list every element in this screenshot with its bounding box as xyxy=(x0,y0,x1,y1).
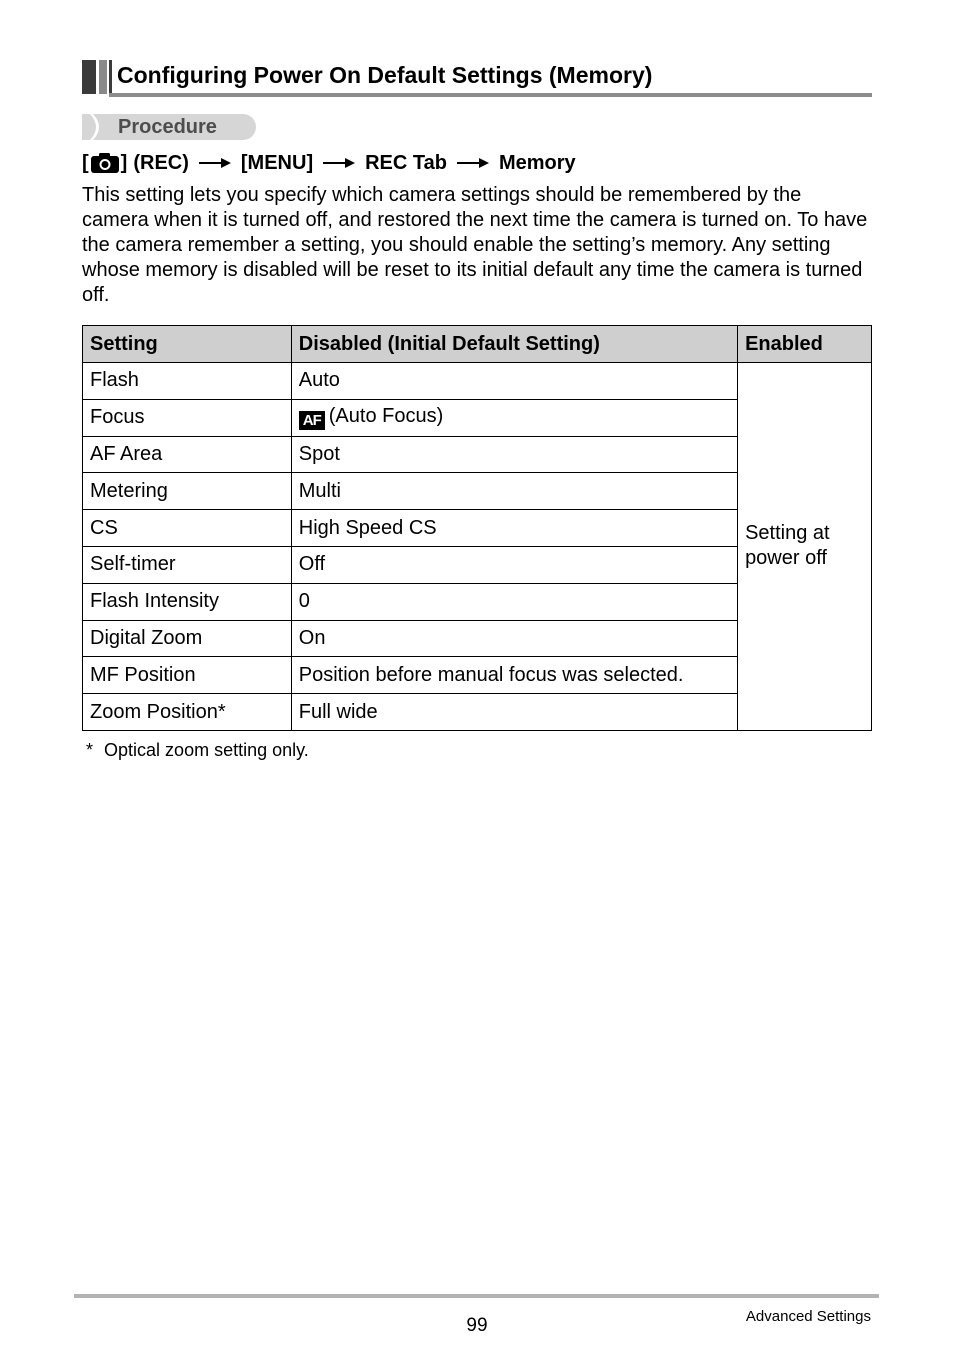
setting-name: MF Position xyxy=(83,657,292,694)
camera-icon xyxy=(90,152,120,174)
setting-name: CS xyxy=(83,510,292,547)
settings-table xyxy=(82,325,872,731)
setting-name: Metering xyxy=(83,473,292,510)
procedure-tag xyxy=(82,114,256,140)
page-number: 99 xyxy=(466,1315,488,1336)
heading-underline xyxy=(109,93,872,97)
setting-name: Flash Intensity xyxy=(83,583,292,620)
default-value: On xyxy=(291,620,737,657)
chevron-icon xyxy=(82,114,108,140)
intro-paragraph: This setting lets you specify which camera settings should be remembered by the camera when it is turned off, and restored the next time the camera is turned on. To have the camera remember a setting, you should enable the setting’s memory. Any setting whose memory is disabled will be reset to its initial default any time the camera is turned off. xyxy=(82,184,868,306)
setting-name: AF Area xyxy=(83,436,292,473)
arrow-right-icon xyxy=(323,157,355,169)
footnote-mark: * xyxy=(86,740,94,760)
default-value: Off xyxy=(291,546,737,583)
heading-bar-dark xyxy=(82,60,96,94)
footnote xyxy=(86,740,309,761)
page-title: Configuring Power On Default Settings (Memory) xyxy=(117,62,653,88)
setting-name: Focus xyxy=(83,399,292,436)
setting-name: Flash xyxy=(83,363,292,400)
setting-name: Digital Zoom xyxy=(83,620,292,657)
path-step-rec: (REC) xyxy=(133,151,189,174)
section-heading xyxy=(82,60,872,98)
menu-path xyxy=(82,150,576,176)
footnote-text: Optical zoom setting only. xyxy=(104,740,309,760)
arrow-right-icon xyxy=(199,157,231,169)
footer-section-name: Advanced Settings xyxy=(745,1308,871,1325)
header-setting: Setting xyxy=(83,326,292,363)
path-step-memory: Memory xyxy=(498,151,576,174)
default-value: Position before manual focus was selected. xyxy=(291,657,737,694)
default-value-text: (Auto Focus) xyxy=(328,405,444,428)
default-value: Spot xyxy=(291,436,737,473)
default-value: Full wide xyxy=(291,694,737,731)
header-disabled: Disabled (Initial Default Setting) xyxy=(291,326,737,363)
footer-divider xyxy=(74,1294,879,1298)
enabled-value: Setting at power off xyxy=(738,363,872,731)
bracket-close: ] xyxy=(120,151,128,174)
default-value xyxy=(291,399,737,436)
arrow-right-icon xyxy=(457,157,489,169)
table-header-row xyxy=(83,326,872,363)
bracket-open: [ xyxy=(82,151,89,174)
setting-name: Zoom Position* xyxy=(83,694,292,731)
default-value: High Speed CS xyxy=(291,510,737,547)
path-step-menu: [MENU] xyxy=(240,151,314,174)
af-icon: AF xyxy=(299,411,325,430)
default-value: Multi xyxy=(291,473,737,510)
default-value: Auto xyxy=(291,363,737,400)
heading-bar-thin xyxy=(109,60,112,94)
default-value: 0 xyxy=(291,583,737,620)
table-row xyxy=(83,363,872,400)
header-enabled: Enabled xyxy=(738,326,872,363)
path-step-rec-tab: REC Tab xyxy=(365,151,447,174)
setting-name: Self-timer xyxy=(83,546,292,583)
heading-bar-gray xyxy=(99,60,107,94)
procedure-label: Procedure xyxy=(118,116,217,138)
